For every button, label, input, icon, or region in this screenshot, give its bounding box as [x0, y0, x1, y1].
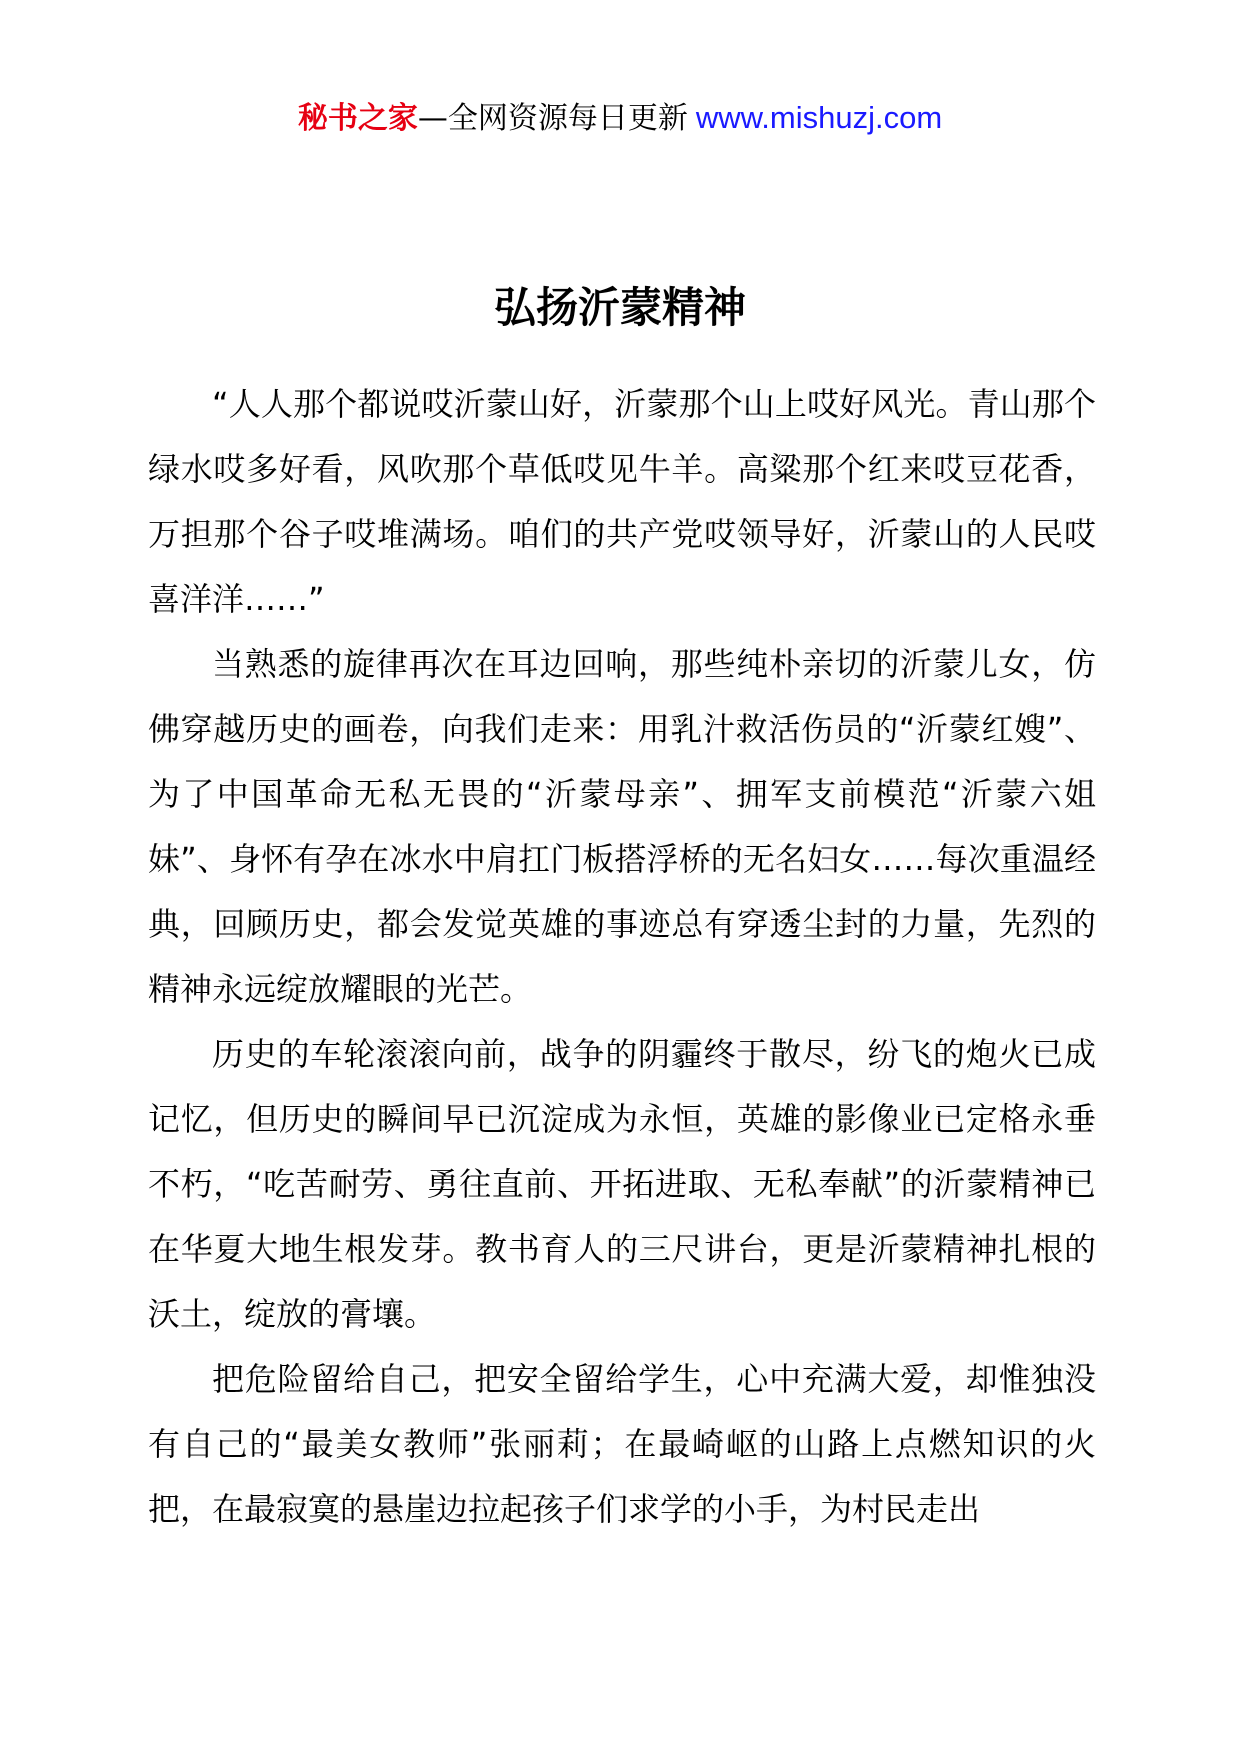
site-slogan: —全网资源每日更新 — [417, 101, 688, 136]
paragraph-1: “人人那个都说哎沂蒙山好，沂蒙那个山上哎好风光。青山那个绿水哎多好看，风吹那个草低哎见牛羊。高粱那个红来哎豆花香，万担那个谷子哎堆满场。咱们的共产党哎领导好，沂蒙山的人民哎喜洋洋……” — [148, 385, 1096, 618]
site-header — [0, 98, 1240, 139]
site-url-link[interactable]: www.mishuzj.com — [695, 100, 943, 135]
paragraph-4: 把危险留给自己，把安全留给学生，心中充满大爱，却惟独没有自己的“最美女教师”张丽莉；在最崎岖的山路上点燃知识的火把，在最寂寞的悬崖边拉起孩子们求学的小手，为村民走出 — [148, 1360, 1096, 1528]
paragraph-3: 历史的车轮滚滚向前，战争的阴霾终于散尽，纷飞的炮火已成记忆，但历史的瞬间早已沉淀成为永恒，英雄的影像业已定格永垂不朽，“吃苦耐劳、勇往直前、开拓进取、无私奉献”的沂蒙精神已在华夏大地生根发芽。教书育人的三尺讲台，更是沂蒙精神扎根的沃土，绽放的膏壤。 — [148, 1035, 1096, 1333]
document-title: 弘扬沂蒙精神 — [493, 283, 746, 332]
paragraph-2: 当熟悉的旋律再次在耳边回响，那些纯朴亲切的沂蒙儿女，仿佛穿越历史的画卷，向我们走来：用乳汁救活伤员的“沂蒙红嫂”、为了中国革命无私无畏的“沂蒙母亲”、拥军支前模范“沂蒙六姐妹”、身怀有孕在冰水中肩扛门板搭浮桥的无名妇女……每次重温经典，回顾历史，都会发觉英雄的事迹总有穿透尘封的力量，先烈的精神永远绽放耀眼的光芒。 — [148, 645, 1096, 1008]
document-body — [148, 372, 1096, 1542]
site-brand: 秘书之家 — [297, 101, 418, 136]
